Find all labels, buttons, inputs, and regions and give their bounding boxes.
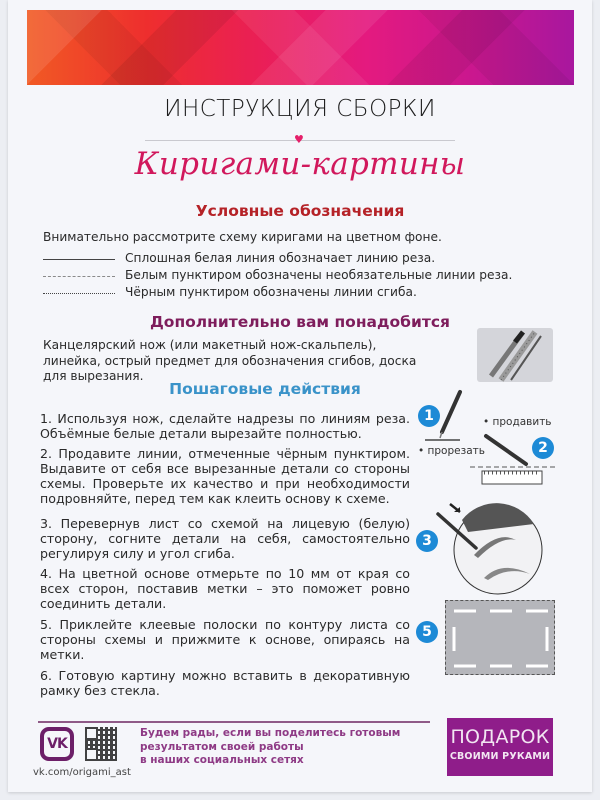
extras-text: Канцелярский нож (или макетный нож-скальпель), линейка, острый предмет для обозначения сгибов, доска для вырезания.	[43, 338, 417, 383]
legend-item-dashed	[43, 268, 563, 284]
brand-logo	[447, 718, 553, 776]
step-badge-2: 2	[532, 437, 554, 459]
legend-text: Сплошная белая линия обозначает линию реза.	[125, 251, 436, 265]
footer-divider	[38, 721, 430, 723]
extras-heading: Дополнительно вам понадобится	[150, 313, 450, 331]
dotted-line-icon	[43, 293, 115, 294]
legend-item-dotted	[43, 285, 563, 301]
solid-line-icon	[43, 259, 115, 260]
legend-heading: Условные обозначения	[195, 202, 405, 220]
legend-text: Белым пунктиром обозначены необязательные линии реза.	[125, 268, 513, 282]
heart-icon: ♥	[294, 133, 304, 146]
step-badge-5: 5	[416, 621, 438, 643]
header-banner	[27, 10, 574, 85]
dashed-line-icon	[43, 276, 115, 277]
share-message	[140, 727, 400, 768]
ruler-press-icon	[470, 432, 555, 487]
fold-detail-icon	[438, 500, 548, 595]
legend-intro: Внимательно рассмотрите схему киригами на цветном фоне.	[43, 230, 442, 244]
step-1: 1. Используя нож, сделайте надрезы по линиям реза. Объёмные белые детали вырезайте полностью.	[40, 411, 410, 441]
share-message-line: Будем рады, если вы поделитесь готовым	[140, 727, 401, 739]
step-badge-1: 1	[418, 405, 440, 427]
label-press: • продавить	[483, 416, 552, 428]
step-3: 3. Перевернув лист со схемой на лицевую (белую) сторону, согните детали на себя, самостоятельно регулируя силу и угол сгиба.	[40, 516, 410, 561]
subtitle: ИНСТРУКЦИЯ СБОРКИ	[164, 96, 436, 122]
tools-image	[477, 328, 553, 382]
brand-title: ПОДАРОК	[450, 726, 550, 748]
step-4: 4. На цветной основе отмерьте по 10 мм от края со всех сторон, поставив метки – это поможет ровно соединить детали.	[40, 566, 410, 611]
step-badge-3: 3	[416, 530, 438, 552]
label-cut: • прорезать	[418, 445, 485, 457]
vk-logo-icon[interactable]: VK	[40, 727, 74, 761]
glue-strips-icon	[446, 601, 556, 676]
legend-item-solid	[43, 251, 563, 267]
brand-tagline: СВОИМИ РУКАМИ	[449, 751, 551, 762]
page-title: Киригами-картины	[134, 146, 466, 182]
qr-code-icon[interactable]	[85, 727, 117, 761]
vk-link[interactable]: vk.com/origami_ast	[33, 767, 131, 778]
glue-strips-board	[445, 600, 555, 675]
knife-ruler-icon	[477, 328, 553, 382]
step-6: 6. Готовую картину можно вставить в декоративную рамку без стекла.	[40, 668, 410, 698]
step-5: 5. Приклейте клеевые полоски по контуру листа со стороны схемы и прижмите к основе, опираясь на метки.	[40, 617, 410, 662]
share-message-line: результатом своей работы	[140, 740, 304, 753]
legend-text: Чёрным пунктиром обозначены линии сгиба.	[125, 285, 417, 299]
steps-heading: Пошаговые действия	[169, 380, 361, 398]
step-2: 2. Продавите линии, отмеченные чёрным пунктиром. Выдавите от себя все вырезанные детали со стороны схемы. Проверьте их качество и при необходимости подровняйте, перед тем как клеить основу к схеме.	[40, 446, 410, 506]
share-message-line: в наших социальных сетях	[140, 754, 304, 766]
